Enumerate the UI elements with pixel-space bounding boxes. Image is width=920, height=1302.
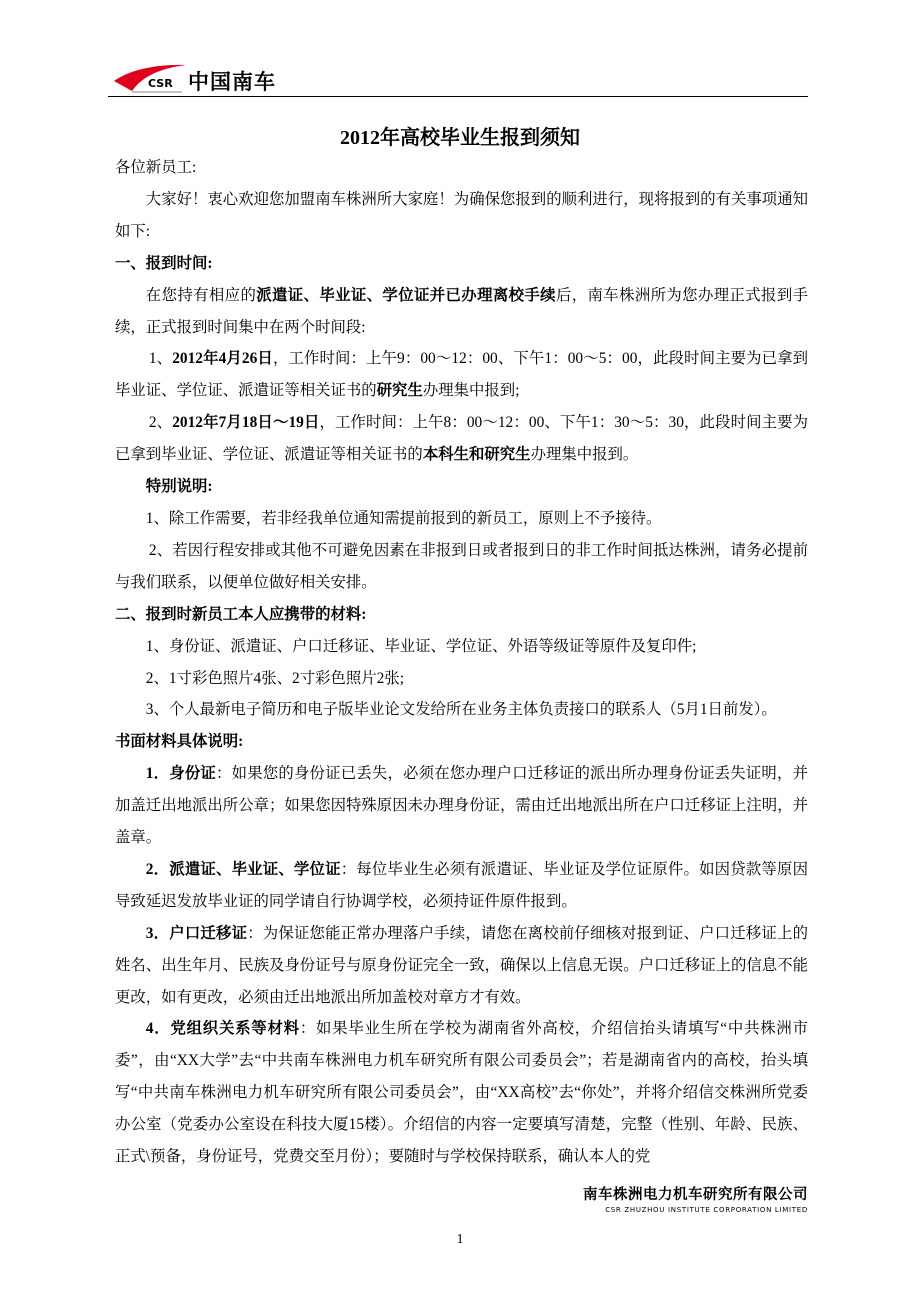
page-number: 1 xyxy=(456,1232,464,1247)
company-name-cn: 南车株洲电力机车研究所有限公司 xyxy=(583,1187,808,1203)
detail-item: 3．户口迁移证：为保证您能正常办理落户手续，请您在离校前仔细核对报到证、户口迁移证上的姓名、出生年月、民族及身份证号与原身份证完全一致，确保以上信息无误。户口迁移证上的信息不能更改，如有更改，必须由迁出地派出所加盖校对章方才有效。 xyxy=(115,924,808,1006)
period-1: 1、2012年4月26日，工作时间：上午9：00～12：00、下午1：00～5：00，此段时间主要为已拿到毕业证、学位证、派遣证等相关证书的研究生办理集中报到; xyxy=(115,350,808,400)
detail-item: 1．身份证：如果您的身份证已丢失，必须在您办理户口迁移证的派出所办理身份证丢失证明，并加盖迁出地派出所公章；如果您因特殊原因未办理身份证，需由迁出地派出所在户口迁移证上注明，并盖章。 xyxy=(115,765,808,847)
section3-heading: 书面材料具体说明: xyxy=(115,733,244,751)
section1-para: 在您持有相应的派遣证、毕业证、学位证并已办理离校手续后，南车株洲所为您办理正式报到手续，正式报到时间集中在两个时间段: xyxy=(115,286,808,336)
header-divider xyxy=(108,96,808,97)
section2-heading: 二、报到时新员工本人应携带的材料: xyxy=(115,605,367,623)
logo-abbr: CSR xyxy=(148,77,173,90)
csr-logo xyxy=(112,64,292,94)
special-heading: 特别说明: xyxy=(145,478,213,496)
page-title: 2012年高校毕业生报到须知 xyxy=(340,127,580,149)
material-item: 1、身份证、派遣证、户口迁移证、毕业证、学位证、外语等级证等原件及复印件; xyxy=(145,637,697,655)
special-note-1: 1、除工作需要，若非经我单位通知需提前报到的新员工，原则上不予接待。 xyxy=(145,509,662,527)
intro: 大家好！衷心欢迎您加盟南车株洲所大家庭！为确保您报到的顺利进行，现将报到的有关事项通知如下: xyxy=(115,190,808,240)
section1-heading: 一、报到时间: xyxy=(115,254,213,272)
period-2: 2、2012年7月18日～19日，工作时间：上午8：00～12：00、下午1：30～5：30，此段时间主要为已拿到毕业证、学位证、派遣证等相关证书的本科生和研究生办理集中报到。 xyxy=(115,414,808,464)
document-body xyxy=(115,152,808,1173)
detail-item: 4．党组织关系等材料：如果毕业生所在学校为湖南省外高校，介绍信抬头请填写“中共株洲市委”，由“XX大学”去“中共南车株洲电力机车研究所有限公司委员会”；若是湖南省内的高校，抬头填写“中共南车株洲电力机车研究所有限公司委员会”，由“XX高校”去“你处”，并将介绍信交株洲所党委办公室（党委办公室设在科技大厦15楼）。介绍信的内容一定要填写清楚，完整（性别、年龄、民族、正式\预备，身份证号，党费交至月份）；要随时与学校保持联系，确认本人的党 xyxy=(115,1020,808,1166)
detail-item: 2．派遣证、毕业证、学位证：每位毕业生必须有派遣证、毕业证及学位证原件。如因贷款等原因导致延迟发放毕业证的同学请自行协调学校，必须持证件原件报到。 xyxy=(115,860,808,910)
material-item: 2、1寸彩色照片4张、2寸彩色照片2张; xyxy=(145,669,405,687)
company-name-en: CSR ZHUZHOU INSTITUTE CORPORATION LIMITED xyxy=(605,1206,808,1214)
footer-company xyxy=(583,1183,808,1214)
special-note-2: 2、若因行程安排或其他不可避免因素在非报到日或者报到日的非工作时间抵达株洲，请务必提前与我们联系，以便单位做好相关安排。 xyxy=(115,541,808,591)
greeting: 各位新员工: xyxy=(115,159,197,176)
logo-name: 中国南车 xyxy=(188,70,276,94)
material-item: 3、个人最新电子简历和电子版毕业论文发给所在业务主体负责接口的联系人（5月1日前发）。 xyxy=(145,701,777,719)
